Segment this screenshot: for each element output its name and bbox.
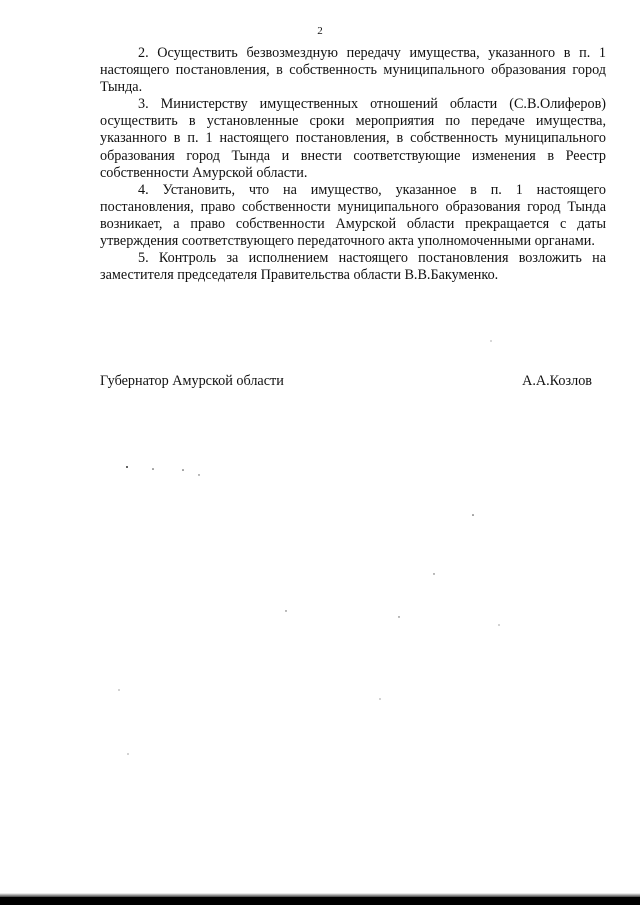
signatory-position: Губернатор Амурской области — [100, 373, 284, 389]
paragraph-item-4: 4. Установить, что на имущество, указанное в п. 1 настоящего постановления, право собственности муниципального образования город Тында возникает, а право собственности Амурской области прекращается с даты утверждения соответствующего передаточного акта уполномоченными органами. — [100, 181, 606, 250]
signatory-name: А.А.Козлов — [522, 373, 592, 389]
page-number: 2 — [317, 25, 323, 37]
paragraph-item-3: 3. Министерству имущественных отношений области (С.В.Олиферов) осуществить в установленные сроки мероприятия по передаче имущества, указанного в п. 1 настоящего постановления, в собственность муниципального образования город Тында и внести соответствующие изменения в Реестр собственности Амурской области. — [100, 96, 606, 181]
paragraph-item-2: 2. Осуществить безвозмездную передачу имущества, указанного в п. 1 настоящего постановления, в собственность муниципального образования город Тында. — [100, 45, 606, 96]
scan-bottom-edge — [0, 897, 640, 905]
paragraph-item-5: 5. Контроль за исполнением настоящего постановления возложить на заместителя председателя Правительства области В.В.Бакуменко. — [100, 250, 606, 284]
